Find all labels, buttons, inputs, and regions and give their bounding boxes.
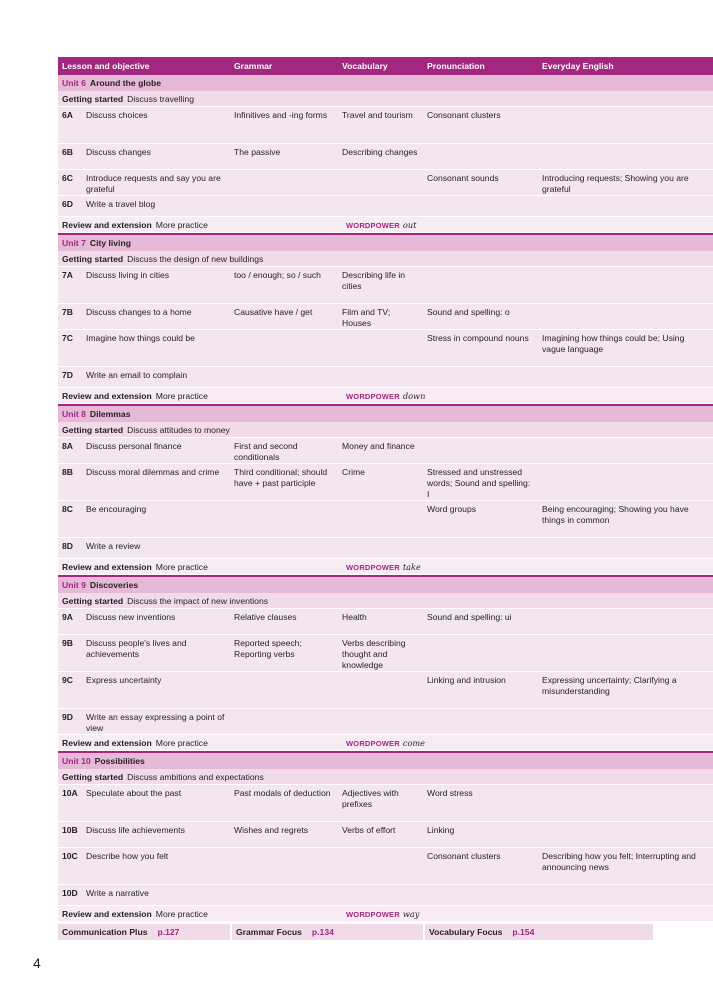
lesson-objective: Discuss people's lives and achievements [86,638,187,659]
lesson-cell [58,672,230,708]
review-text: More practice [155,908,208,919]
vocabulary-cell [338,848,423,884]
grammar-cell [230,367,338,387]
unit-number: Unit 9 [62,580,86,590]
getting-started-label: Getting started [62,93,124,104]
pronunciation-cell: Word stress [427,788,473,798]
unit-title: Possibilities [94,756,145,766]
wordpower-cell [342,909,542,919]
lesson-code: 9B [62,638,73,648]
vocabulary-cell [338,709,423,734]
page-number: 4 [33,955,41,971]
pronunciation-cell: Stress in compound nouns [427,333,529,343]
lesson-code: 7D [62,370,73,380]
lesson-row[interactable] [58,538,713,559]
footer-vocabulary-label: Vocabulary Focus [429,927,503,937]
lesson-code: 10D [62,888,78,898]
lesson-row[interactable] [58,367,713,388]
footer-vocabulary[interactable] [425,924,653,940]
getting-started-label: Getting started [62,424,124,435]
grammar-cell: The passive [234,147,281,157]
lesson-row[interactable] [58,785,713,822]
lesson-code: 10A [62,788,78,798]
wordpower-cell [342,562,542,572]
lesson-row[interactable] [58,709,713,735]
footer-communication[interactable] [58,924,230,940]
grammar-cell: Causative have / get [234,307,313,317]
review-row[interactable] [58,388,713,404]
lesson-cell [58,501,230,537]
grammar-cell [230,330,338,366]
vocabulary-cell: Adjectives with prefixes [342,788,399,809]
pronunciation-cell: Word groups [427,504,477,514]
review-row[interactable] [58,735,713,751]
lesson-row[interactable] [58,501,713,538]
vocabulary-cell: Crime [342,467,365,477]
review-cell [62,738,234,748]
wordpower-label: WORDPOWER [346,391,400,401]
unit-heading[interactable] [58,577,713,593]
unit-title: Dilemmas [89,409,131,419]
review-label: Review and extension [62,737,152,748]
unit-heading[interactable] [58,406,713,422]
vocabulary-cell [338,538,423,558]
footer-communication-label: Communication Plus [62,927,148,937]
lesson-cell [58,107,230,143]
footer-vocabulary-page: p.154 [512,927,535,937]
lesson-row[interactable] [58,196,713,217]
getting-started-row [58,769,713,785]
lesson-cell [58,438,230,463]
grammar-cell [230,170,338,195]
grammar-cell: too / enough; so / such [234,270,321,280]
vocabulary-cell [338,367,423,387]
review-label: Review and extension [62,561,152,572]
vocabulary-cell: Describing life in cities [342,270,406,291]
wordpower-word: down [402,390,426,401]
pronunciation-cell [423,538,538,558]
lesson-code: 7C [62,333,73,343]
review-cell [62,220,234,230]
lesson-row[interactable] [58,304,713,330]
lesson-objective: Discuss new inventions [86,612,176,622]
lesson-objective: Write a review [86,541,141,551]
vocabulary-cell [338,672,423,708]
everyday-english-cell [538,144,713,169]
vocabulary-cell: Money and finance [342,441,415,451]
lesson-objective: Discuss changes [86,147,151,157]
review-label: Review and extension [62,219,152,230]
unit-heading[interactable] [58,75,713,91]
lesson-code: 8D [62,541,73,551]
footer [58,924,713,940]
review-row[interactable] [58,559,713,575]
lesson-cell [58,848,230,884]
wordpower-cell [342,738,542,748]
grammar-cell [230,848,338,884]
pronunciation-cell: Stressed and unstressed words; Sound and spelling: I [427,467,531,499]
wordpower-label: WORDPOWER [346,738,400,748]
pronunciation-cell [423,438,538,463]
lesson-code: 10C [62,851,78,861]
grammar-cell: Third conditional; should have + past participle [234,467,328,488]
table-header [58,57,713,75]
review-text: More practice [155,390,208,401]
everyday-english-cell [538,635,713,671]
unit-number: Unit 7 [62,238,86,248]
unit-title: City living [89,238,131,248]
wordpower-word: take [402,561,421,572]
pronunciation-cell [423,885,538,905]
everyday-english-cell [538,785,713,821]
vocabulary-cell [338,196,423,216]
header-everyday: Everyday English [542,61,614,71]
getting-started-text: Discuss travelling [127,93,194,104]
review-cell [62,909,234,919]
everyday-english-cell [538,107,713,143]
getting-started-text: Discuss attitudes to money [127,424,230,435]
lesson-cell [58,170,230,195]
vocabulary-cell: Describing changes [342,147,418,157]
everyday-english-cell [538,538,713,558]
unit-number: Unit 6 [62,78,86,88]
lesson-cell [58,822,230,847]
lesson-objective: Describe how you felt [86,851,169,861]
header-vocabulary: Vocabulary [342,61,388,71]
everyday-english-cell [538,267,713,303]
vocabulary-cell: Travel and tourism [342,110,413,120]
review-text: More practice [155,561,208,572]
lesson-objective: Write an essay expressing a point of view [86,712,225,733]
everyday-english-cell [538,609,713,634]
review-label: Review and extension [62,390,152,401]
getting-started-label: Getting started [62,253,124,264]
unit-title: Around the globe [89,78,162,88]
lesson-code: 8C [62,504,73,514]
lesson-cell [58,709,230,734]
everyday-english-cell [538,822,713,847]
lesson-objective: Discuss living in cities [86,270,170,280]
lesson-row[interactable] [58,464,713,501]
lesson-code: 10B [62,825,78,835]
wordpower-cell [342,391,542,401]
lesson-cell [58,304,230,329]
grammar-cell: Wishes and regrets [234,825,309,835]
review-cell [62,562,234,572]
header-lesson: Lesson and objective [62,61,150,71]
pronunciation-cell: Consonant sounds [427,173,499,183]
lesson-objective: Discuss choices [86,110,148,120]
everyday-english-cell [538,464,713,500]
vocabulary-cell: Verbs describing thought and knowledge [342,638,406,670]
grammar-cell [230,196,338,216]
everyday-english-cell [538,196,713,216]
lesson-row[interactable] [58,609,713,635]
vocabulary-cell [338,885,423,905]
units-container [58,75,713,922]
vocabulary-cell [338,501,423,537]
review-row[interactable] [58,906,713,922]
grammar-cell [230,501,338,537]
pronunciation-cell: Sound and spelling: ui [427,612,512,622]
grammar-cell [230,885,338,905]
pronunciation-cell: Consonant clusters [427,851,501,861]
everyday-english-cell: Imagining how things could be; Using vague language [542,333,685,354]
lesson-cell [58,330,230,366]
unit-number: Unit 10 [62,756,91,766]
lesson-objective: Write an email to complain [86,370,188,380]
lesson-objective: Be encouraging [86,504,147,514]
lesson-row[interactable] [58,635,713,672]
grammar-cell: Relative clauses [234,612,297,622]
footer-grammar-label: Grammar Focus [236,927,302,937]
lesson-objective: Imagine how things could be [86,333,195,343]
lesson-code: 8B [62,467,73,477]
everyday-english-cell: Describing how you felt; Interrupting and announcing news [542,851,696,872]
grammar-cell [230,538,338,558]
getting-started-text: Discuss the design of new buildings [127,253,264,264]
unit-heading[interactable] [58,235,713,251]
grammar-cell: Past modals of deduction [234,788,331,798]
lesson-code: 9C [62,675,73,685]
getting-started-text: Discuss the impact of new inventions [127,595,269,606]
wordpower-label: WORDPOWER [346,220,400,230]
lesson-row[interactable] [58,267,713,304]
grammar-cell [230,709,338,734]
lesson-objective: Speculate about the past [86,788,182,798]
review-row[interactable] [58,217,713,233]
getting-started-label: Getting started [62,771,124,782]
lesson-cell [58,144,230,169]
getting-started-row [58,251,713,267]
lesson-cell [58,196,230,216]
vocabulary-cell [338,330,423,366]
footer-grammar[interactable] [232,924,423,940]
pronunciation-cell: Sound and spelling: o [427,307,510,317]
everyday-english-cell [538,885,713,905]
getting-started-row [58,91,713,107]
getting-started-label: Getting started [62,595,124,606]
everyday-english-cell [538,304,713,329]
pronunciation-cell: Linking [427,825,455,835]
everyday-english-cell [538,367,713,387]
review-label: Review and extension [62,908,152,919]
lesson-code: 9A [62,612,73,622]
wordpower-label: WORDPOWER [346,909,400,919]
lesson-code: 6D [62,199,73,209]
lesson-cell [58,885,230,905]
lesson-code: 7A [62,270,73,280]
grammar-cell: Infinitives and -ing forms [234,110,328,120]
lesson-cell [58,464,230,500]
lesson-objective: Discuss personal finance [86,441,182,451]
unit-number: Unit 8 [62,409,86,419]
lesson-row[interactable] [58,330,713,367]
pronunciation-cell [423,709,538,734]
wordpower-word: come [402,737,426,748]
lesson-code: 6C [62,173,73,183]
lesson-row[interactable] [58,107,713,144]
lesson-cell [58,635,230,671]
lesson-row[interactable] [58,885,713,906]
everyday-english-cell: Being encouraging; Showing you have things in common [542,504,689,525]
review-text: More practice [155,219,208,230]
lesson-objective: Write a travel blog [86,199,156,209]
lesson-cell [58,538,230,558]
everyday-english-cell [538,709,713,734]
lesson-cell [58,367,230,387]
wordpower-word: out [402,219,417,230]
pronunciation-cell [423,635,538,671]
grammar-cell: Reported speech; Reporting verbs [234,638,302,659]
lesson-code: 7B [62,307,73,317]
pronunciation-cell [423,144,538,169]
header-pronunciation: Pronunciation [427,61,485,71]
lesson-row[interactable] [58,848,713,885]
lesson-cell [58,267,230,303]
lesson-code: 6A [62,110,73,120]
lesson-code: 9D [62,712,73,722]
lesson-code: 6B [62,147,73,157]
pronunciation-cell [423,267,538,303]
getting-started-row [58,422,713,438]
wordpower-cell [342,220,542,230]
everyday-english-cell: Introducing requests; Showing you are grateful [542,173,689,194]
contents-table [58,57,713,940]
getting-started-row [58,593,713,609]
lesson-row[interactable] [58,144,713,170]
footer-grammar-page: p.134 [311,927,334,937]
everyday-english-cell: Expressing uncertainty; Clarifying a misunderstanding [542,675,677,696]
grammar-cell: First and second conditionals [234,441,298,462]
lesson-objective: Discuss life achievements [86,825,185,835]
lesson-objective: Write a narrative [86,888,149,898]
vocabulary-cell: Verbs of effort [342,825,396,835]
lesson-objective: Introduce requests and say you are grateful [86,173,221,194]
header-grammar: Grammar [234,61,273,71]
pronunciation-cell: Linking and intrusion [427,675,506,685]
lesson-objective: Discuss changes to a home [86,307,192,317]
lesson-row[interactable] [58,170,713,196]
vocabulary-cell: Film and TV; Houses [342,307,391,328]
unit-title: Discoveries [89,580,139,590]
lesson-code: 8A [62,441,73,451]
getting-started-text: Discuss ambitions and expectations [127,771,264,782]
unit-heading[interactable] [58,753,713,769]
pronunciation-cell [423,367,538,387]
grammar-cell [230,672,338,708]
vocabulary-cell: Health [342,612,367,622]
lesson-row[interactable] [58,822,713,848]
pronunciation-cell [423,196,538,216]
wordpower-label: WORDPOWER [346,562,400,572]
lesson-row[interactable] [58,672,713,709]
lesson-objective: Discuss moral dilemmas and crime [86,467,220,477]
vocabulary-cell [338,170,423,195]
review-cell [62,391,234,401]
everyday-english-cell [538,438,713,463]
lesson-row[interactable] [58,438,713,464]
pronunciation-cell: Consonant clusters [427,110,501,120]
lesson-objective: Express uncertainty [86,675,162,685]
wordpower-word: way [402,908,420,919]
review-text: More practice [155,737,208,748]
lesson-cell [58,609,230,634]
footer-communication-page: p.127 [157,927,180,937]
lesson-cell [58,785,230,821]
